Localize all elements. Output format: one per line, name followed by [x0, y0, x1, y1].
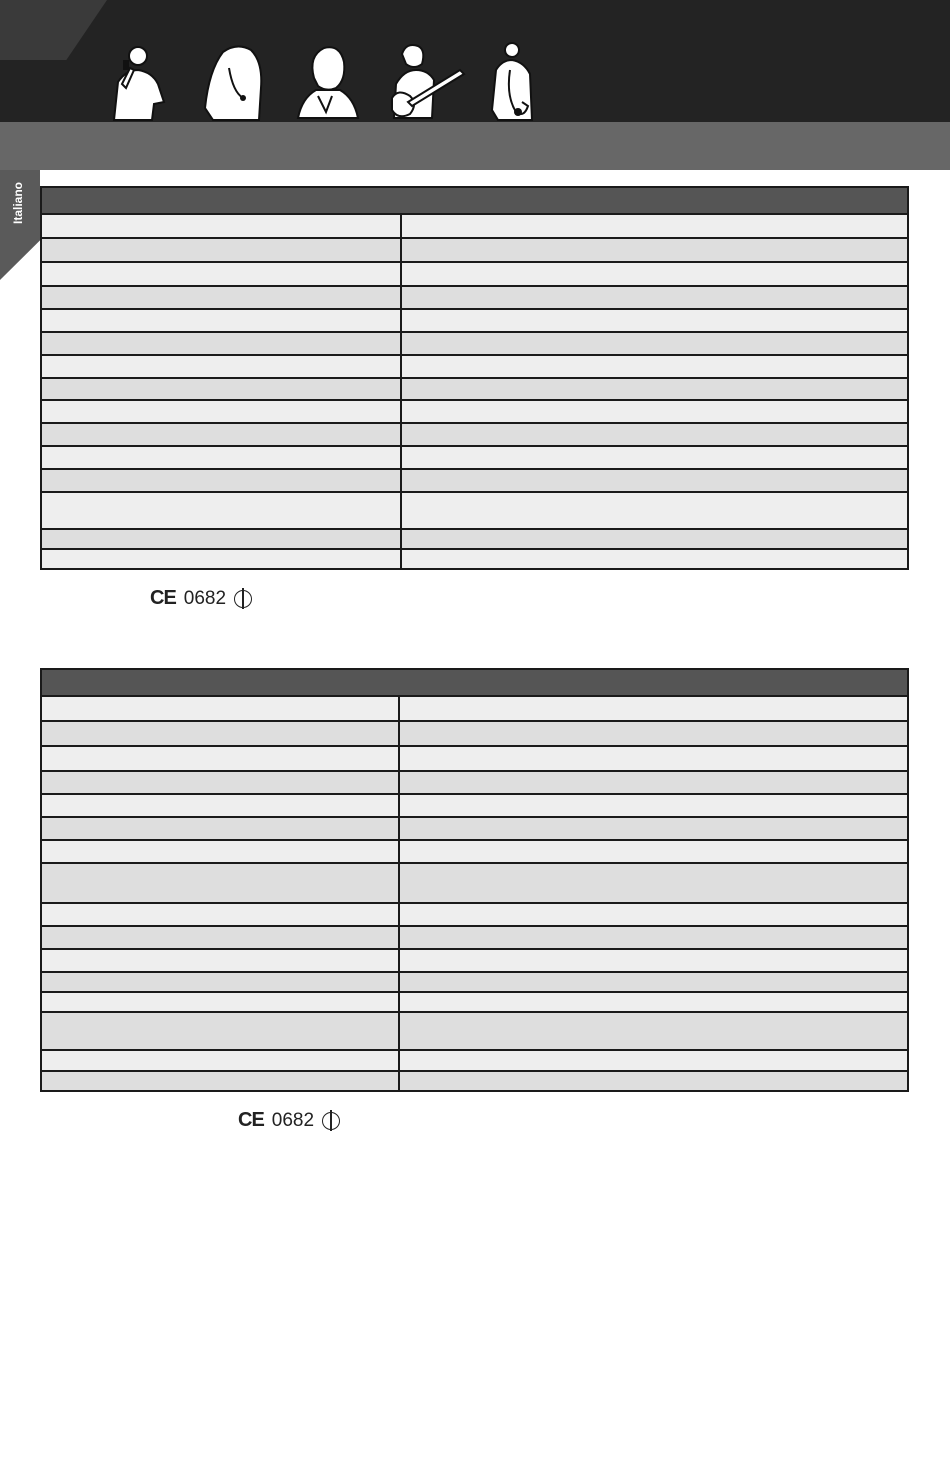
- table-row: [42, 1072, 907, 1090]
- musician-illustrations: [100, 40, 550, 122]
- ce-logo: CE: [238, 1109, 264, 1131]
- language-tab-label-wrap: [2, 174, 34, 232]
- table-row: [42, 950, 907, 973]
- table-row: [42, 263, 907, 287]
- table-row: [42, 470, 907, 493]
- table-header: [42, 188, 907, 215]
- table-row: [42, 424, 907, 447]
- language-tab-label: Italiano: [11, 181, 26, 225]
- table-row: [42, 904, 907, 927]
- spec-table-2: [40, 668, 909, 1092]
- singer-icon: [108, 40, 170, 122]
- ce-logo: CE: [150, 587, 176, 609]
- table-row: [42, 1013, 907, 1051]
- table-row: [42, 927, 907, 950]
- table-row: [42, 493, 907, 530]
- alert-class-icon: [234, 590, 252, 608]
- spec-table-1: [40, 186, 909, 570]
- table-row: [42, 795, 907, 818]
- notified-body-number: 0682: [271, 1109, 315, 1131]
- table-row: [42, 864, 907, 904]
- headset-performer-icon: [203, 40, 265, 122]
- table-row: [42, 287, 907, 310]
- table-row: [42, 697, 907, 722]
- ce-certification-mark-1: [150, 587, 252, 610]
- guitarist-icon: [388, 40, 468, 122]
- table-row: [42, 993, 907, 1013]
- table-row: [42, 356, 907, 379]
- table-row: [42, 973, 907, 993]
- table-row: [42, 401, 907, 424]
- table-row: [42, 379, 907, 401]
- table-row: [42, 333, 907, 356]
- table-row: [42, 818, 907, 841]
- header-band: [0, 122, 950, 170]
- table-row: [42, 772, 907, 795]
- table-row: [42, 722, 907, 747]
- table-header: [42, 670, 907, 697]
- notified-body-number: 0682: [183, 587, 227, 609]
- table-row: [42, 1051, 907, 1072]
- saxophonist-icon: [488, 40, 538, 122]
- table-row: [42, 747, 907, 772]
- table-row: [42, 447, 907, 470]
- table-row: [42, 239, 907, 263]
- table-row: [42, 841, 907, 864]
- ce-certification-mark-2: [238, 1109, 340, 1132]
- table-row: [42, 215, 907, 239]
- table-row: [42, 550, 907, 568]
- alert-class-icon: [322, 1112, 340, 1130]
- table-row: [42, 530, 907, 550]
- presenter-icon: [296, 40, 360, 122]
- table-row: [42, 310, 907, 333]
